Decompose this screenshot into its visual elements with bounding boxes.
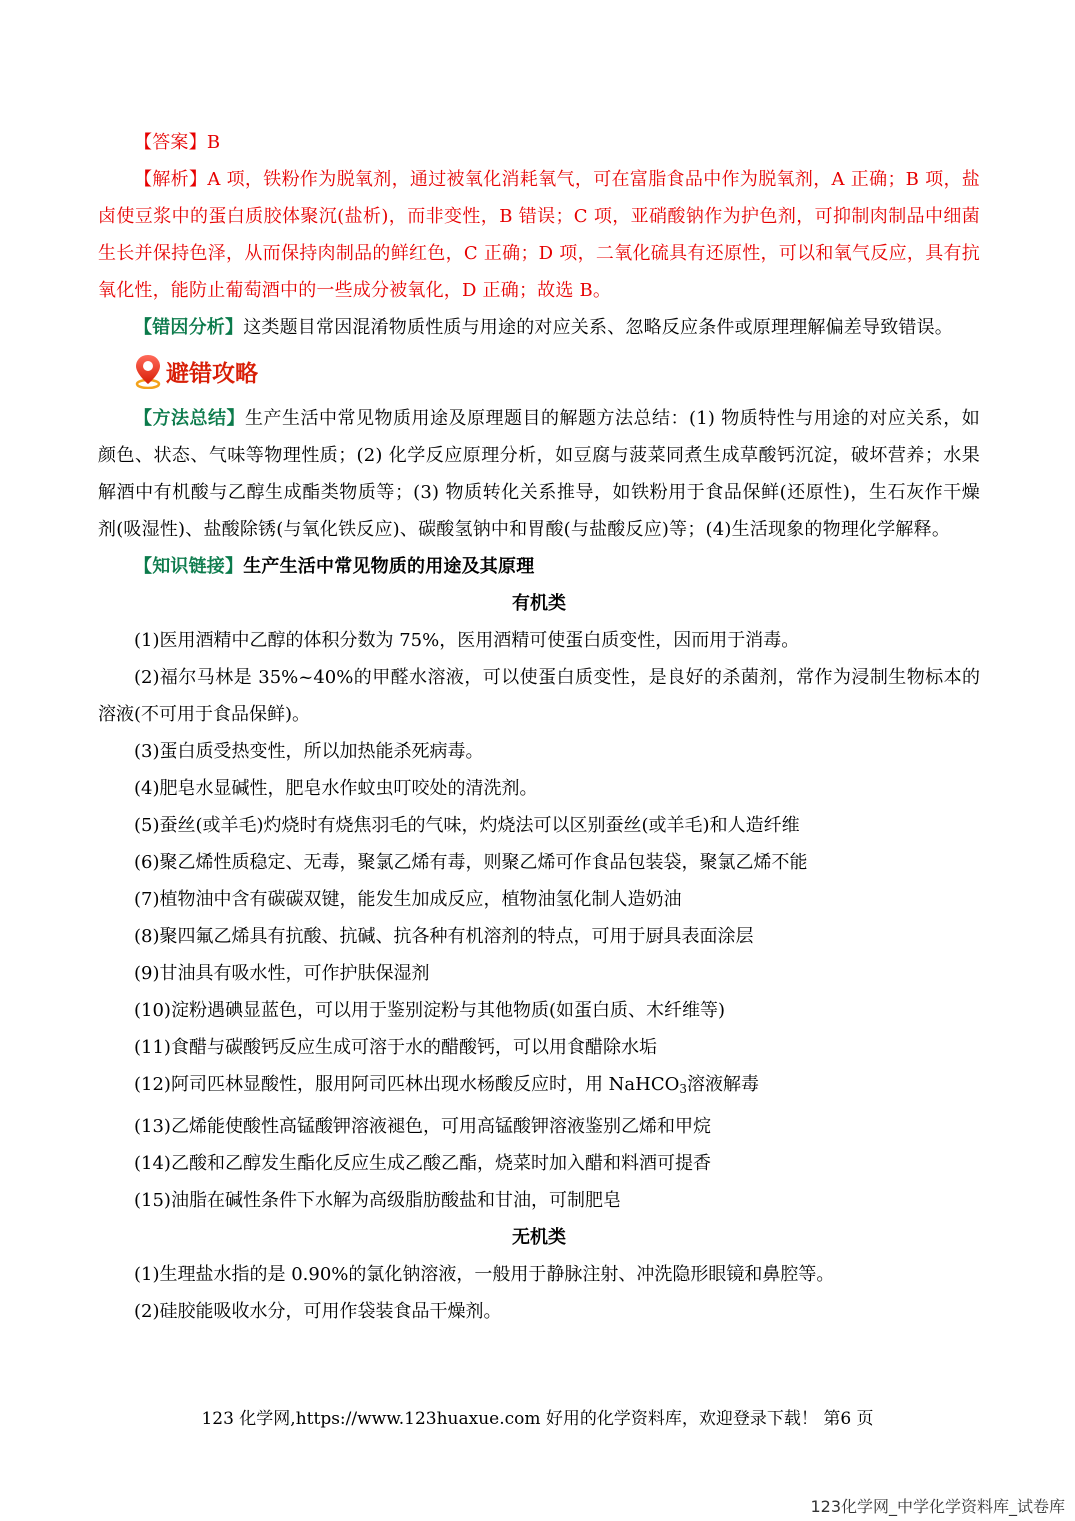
answer-value: B xyxy=(206,132,221,153)
organic-item: (5)蚕丝(或羊毛)灼烧时有烧焦羽毛的气味，灼烧法可以区别蚕丝(或羊毛)和人造纤维 xyxy=(134,815,800,836)
organic-item-12 xyxy=(98,1066,980,1108)
organic-item: (2)福尔马林是 35%~40%的甲醛水溶液，可以使蛋白质变性，是良好的杀菌剂，常作为浸制生物标本的溶液(不可用于食品保鲜)。 xyxy=(98,667,980,725)
document-body xyxy=(98,124,980,1330)
answer-line xyxy=(98,124,980,161)
error-analysis-text: 这类题目常因混淆物质性质与用途的对应关系、忽略反应条件或原理理解偏差导致错误。 xyxy=(243,317,953,338)
analysis-paragraph xyxy=(98,161,980,309)
section-heading xyxy=(134,346,980,396)
answer-tag: 【答案】 xyxy=(134,132,207,153)
inorganic-item: (1)生理盐水指的是 0.90%的氯化钠溶液，一般用于静脉注射、冲洗隐形眼镜和鼻腔等。 xyxy=(134,1264,835,1285)
organic-item: (11)食醋与碳酸钙反应生成可溶于水的醋酸钙，可以用食醋除水垢 xyxy=(134,1037,657,1058)
location-pin-icon xyxy=(134,353,162,389)
organic-heading: 有机类 xyxy=(512,593,566,614)
organic-item: (9)甘油具有吸水性，可作护肤保湿剂 xyxy=(134,963,430,984)
organic-item: (8)聚四氟乙烯具有抗酸、抗碱、抗各种有机溶剂的特点，可用于厨具表面涂层 xyxy=(134,926,754,947)
organic-item: (10)淀粉遇碘显蓝色，可以用于鉴别淀粉与其他物质(如蛋白质、木纤维等) xyxy=(134,1000,725,1021)
method-summary-paragraph xyxy=(98,400,980,548)
knowledge-link-line xyxy=(98,548,980,585)
method-summary-tag: 【方法总结】 xyxy=(134,408,245,429)
analysis-tag: 【解析】 xyxy=(134,169,208,190)
site-watermark: 123化学网_中学化学资料库_试卷库 xyxy=(810,1497,1065,1516)
organic-item: (3)蛋白质受热变性，所以加热能杀死病毒。 xyxy=(134,741,484,762)
organic-item: (1)医用酒精中乙醇的体积分数为 75%，医用酒精可使蛋白质变性，因而用于消毒。 xyxy=(134,630,800,651)
organic-item: (6)聚乙烯性质稳定、无毒，聚氯乙烯有毒，则聚乙烯可作食品包装袋，聚氯乙烯不能 xyxy=(134,852,808,873)
organic-item-12-tail: 溶液解毒 xyxy=(687,1074,760,1095)
organic-item: (14)乙酸和乙醇发生酯化反应生成乙酸乙酯，烧菜时加入醋和料酒可提香 xyxy=(134,1153,711,1174)
knowledge-link-tag: 【知识链接】 xyxy=(134,556,244,577)
organic-item: (4)肥皂水显碱性，肥皂水作蚊虫叮咬处的清洗剂。 xyxy=(134,778,538,799)
method-summary-text: 生产生活中常见物质用途及原理题目的解题方法总结：(1) 物质特性与用途的对应关系，如颜色、状态、气味等物理性质；(2) 化学反应原理分析，如豆腐与菠菜同煮生成草酸钙沉淀，破坏营养；水果解酒中有机酸与乙醇生成酯类物质等；(3) 物质转化关系推导，如铁粉用于食品保鲜(还原性)，生石灰作干燥剂(吸湿性)、盐酸除锈(与氧化铁反应)、碳酸氢钠中和胃酸(与盐酸反应)等；(4)生活现象的物理化学解释。 xyxy=(98,408,980,540)
organic-item-12-subscript: 3 xyxy=(679,1082,688,1096)
page-footer: 123 化学网,https://www.123huaxue.com 好用的化学资料库，欢迎登录下载！ 第6 页 xyxy=(201,1409,874,1429)
inorganic-item: (2)硅胶能吸收水分，可用作袋装食品干燥剂。 xyxy=(134,1301,502,1322)
analysis-text: A 项，铁粉作为脱氧剂，通过被氧化消耗氧气，可在富脂食品中作为脱氧剂，A 正确；B 项，盐卤使豆浆中的蛋白质胶体聚沉(盐析)，而非变性，B 错误；C 项，亚硝酸钠作为护色剂，可抑制肉制品中细菌生长并保持色泽，从而保持肉制品的鲜红色，C 正确；D 项，二氧化硫具有还原性，可以和氧气反应，具有抗氧化性，能防止葡萄酒中的一些成分被氧化，D 正确；故选 B。 xyxy=(98,169,980,301)
section-title: 避错攻略 xyxy=(166,360,258,387)
knowledge-link-title: 生产生活中常见物质的用途及其原理 xyxy=(243,556,535,577)
organic-item: (7)植物油中含有碳碳双键，能发生加成反应，植物油氢化制人造奶油 xyxy=(134,889,682,910)
inorganic-heading: 无机类 xyxy=(512,1227,566,1248)
organic-item: (13)乙烯能使酸性高锰酸钾溶液褪色，可用高锰酸钾溶液鉴别乙烯和甲烷 xyxy=(134,1116,711,1137)
error-analysis-paragraph xyxy=(98,309,980,346)
error-analysis-tag: 【错因分析】 xyxy=(134,317,244,338)
organic-item: (15)油脂在碱性条件下水解为高级脂肪酸盐和甘油，可制肥皂 xyxy=(134,1190,621,1211)
organic-item-12-text: (12)阿司匹林显酸性，服用阿司匹林出现水杨酸反应时，用 NaHCO xyxy=(134,1074,680,1095)
